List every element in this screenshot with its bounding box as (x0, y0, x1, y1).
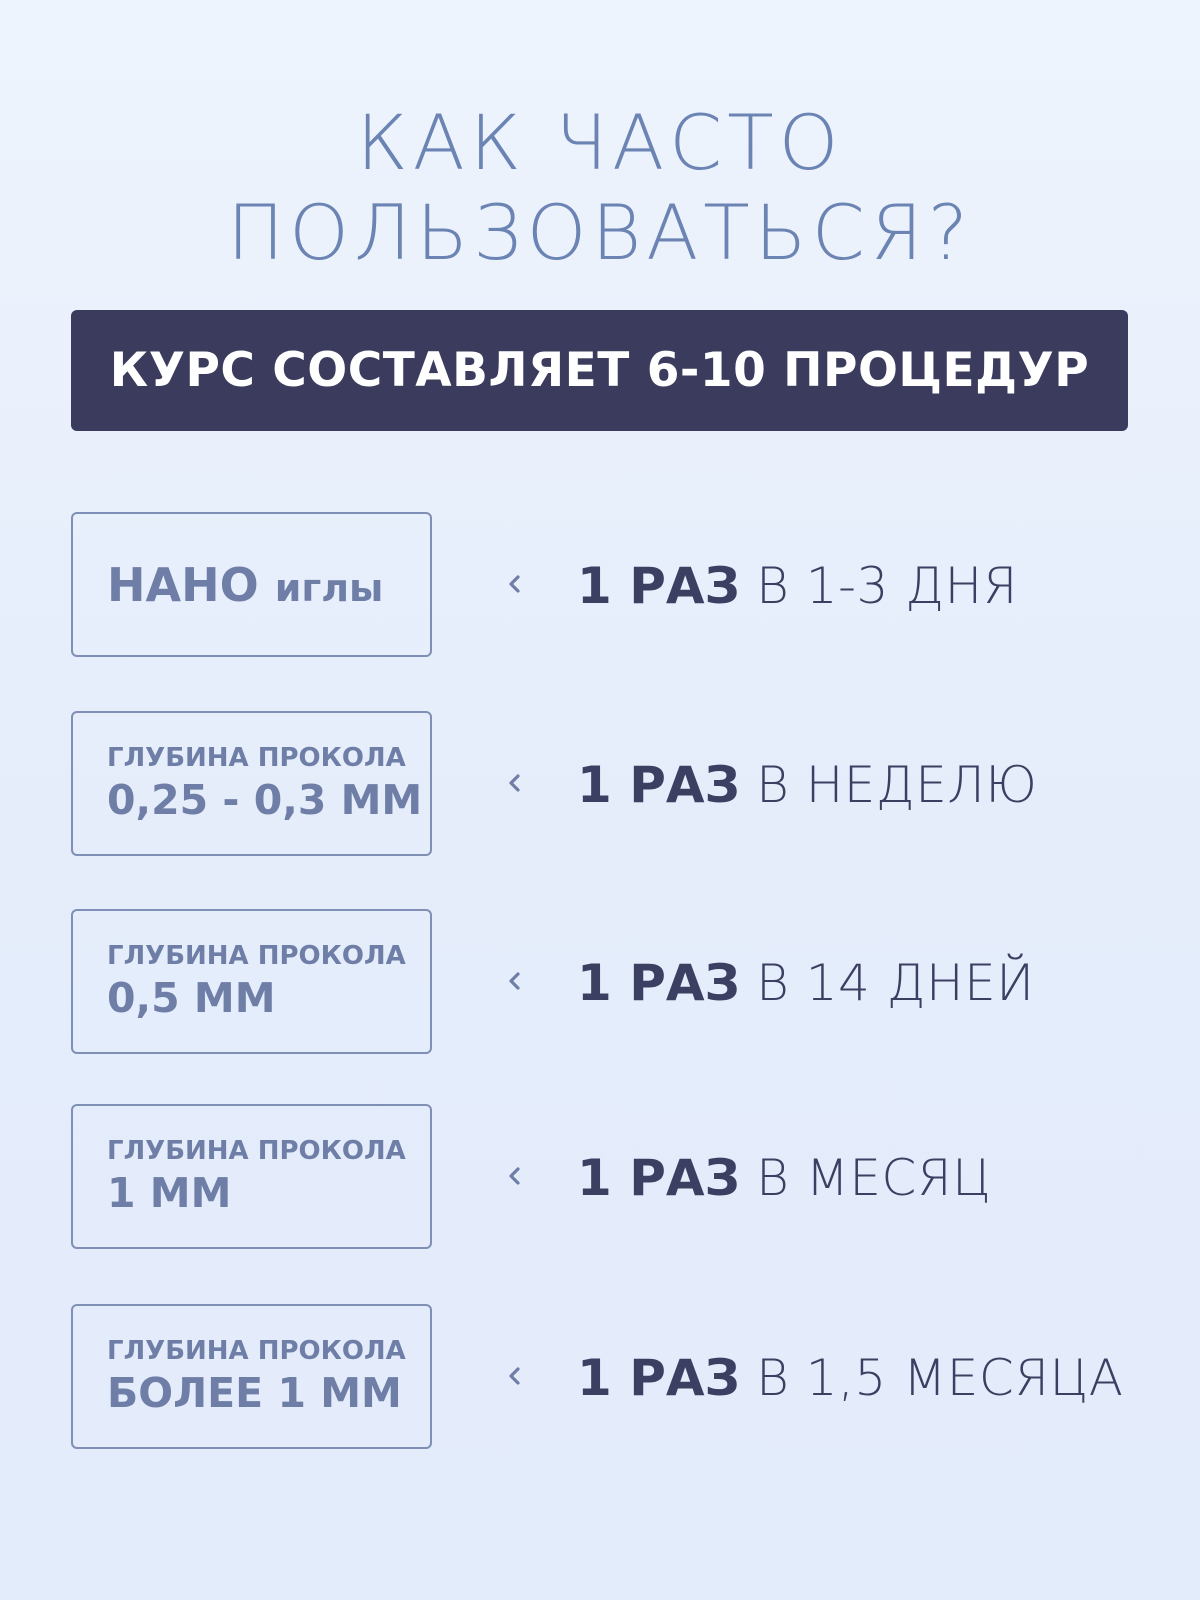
needle-type-main: НАНО (107, 557, 259, 612)
frequency-row-depth-over-1 (71, 1304, 1171, 1452)
chevron-left-icon (503, 771, 527, 795)
puncture-depth-value: 0,5 ММ (107, 973, 276, 1022)
frequency-text (577, 909, 1034, 1057)
needle-type-text (107, 558, 430, 612)
puncture-depth-value: БОЛЕЕ 1 ММ (107, 1368, 402, 1417)
frequency-row-depth-05 (71, 909, 1171, 1057)
needle-type-box (71, 512, 432, 657)
puncture-depth-box (71, 909, 432, 1054)
frequency-count: 1 РАЗ (577, 1149, 741, 1207)
puncture-depth-label: ГЛУБИНА ПРОКОЛА (107, 1335, 406, 1366)
frequency-text (577, 1104, 991, 1252)
title-line-1: КАК ЧАСТО (356, 98, 844, 187)
puncture-depth-label: ГЛУБИНА ПРОКОЛА (107, 940, 406, 971)
frequency-period: В НЕДЕЛЮ (756, 756, 1038, 814)
frequency-period: В 14 ДНЕЙ (756, 954, 1035, 1012)
frequency-count: 1 РАЗ (577, 954, 741, 1012)
needle-type-suffix: иглы (274, 565, 384, 610)
frequency-count: 1 РАЗ (577, 557, 741, 615)
frequency-period: В 1,5 МЕСЯЦА (756, 1349, 1124, 1407)
frequency-row-depth-025 (71, 711, 1171, 859)
puncture-depth-value: 0,25 - 0,3 ММ (107, 775, 423, 824)
chevron-left-icon (503, 1164, 527, 1188)
puncture-depth-label: ГЛУБИНА ПРОКОЛА (107, 742, 406, 773)
chevron-left-icon (503, 1364, 527, 1388)
title-line-2: ПОЛЬЗОВАТЬСЯ? (227, 188, 973, 277)
frequency-row-nano (71, 512, 1171, 660)
puncture-depth-label: ГЛУБИНА ПРОКОЛА (107, 1135, 406, 1166)
puncture-depth-value: 1 ММ (107, 1168, 232, 1217)
frequency-text (577, 1304, 1124, 1452)
frequency-count: 1 РАЗ (577, 756, 741, 814)
puncture-depth-box (71, 1104, 432, 1249)
frequency-text (577, 711, 1037, 859)
frequency-count: 1 РАЗ (577, 1349, 741, 1407)
frequency-period: В МЕСЯЦ (756, 1149, 992, 1207)
course-banner (71, 310, 1128, 431)
frequency-text (577, 512, 1018, 660)
course-banner-text: КУРС СОСТАВЛЯЕТ 6-10 ПРОЦЕДУР (109, 343, 1090, 398)
frequency-period: В 1-3 ДНЯ (756, 557, 1018, 615)
chevron-left-icon (503, 969, 527, 993)
puncture-depth-box (71, 1304, 432, 1449)
frequency-row-depth-1 (71, 1104, 1171, 1252)
chevron-left-icon (503, 572, 527, 596)
page-title (0, 98, 1200, 278)
puncture-depth-box (71, 711, 432, 856)
